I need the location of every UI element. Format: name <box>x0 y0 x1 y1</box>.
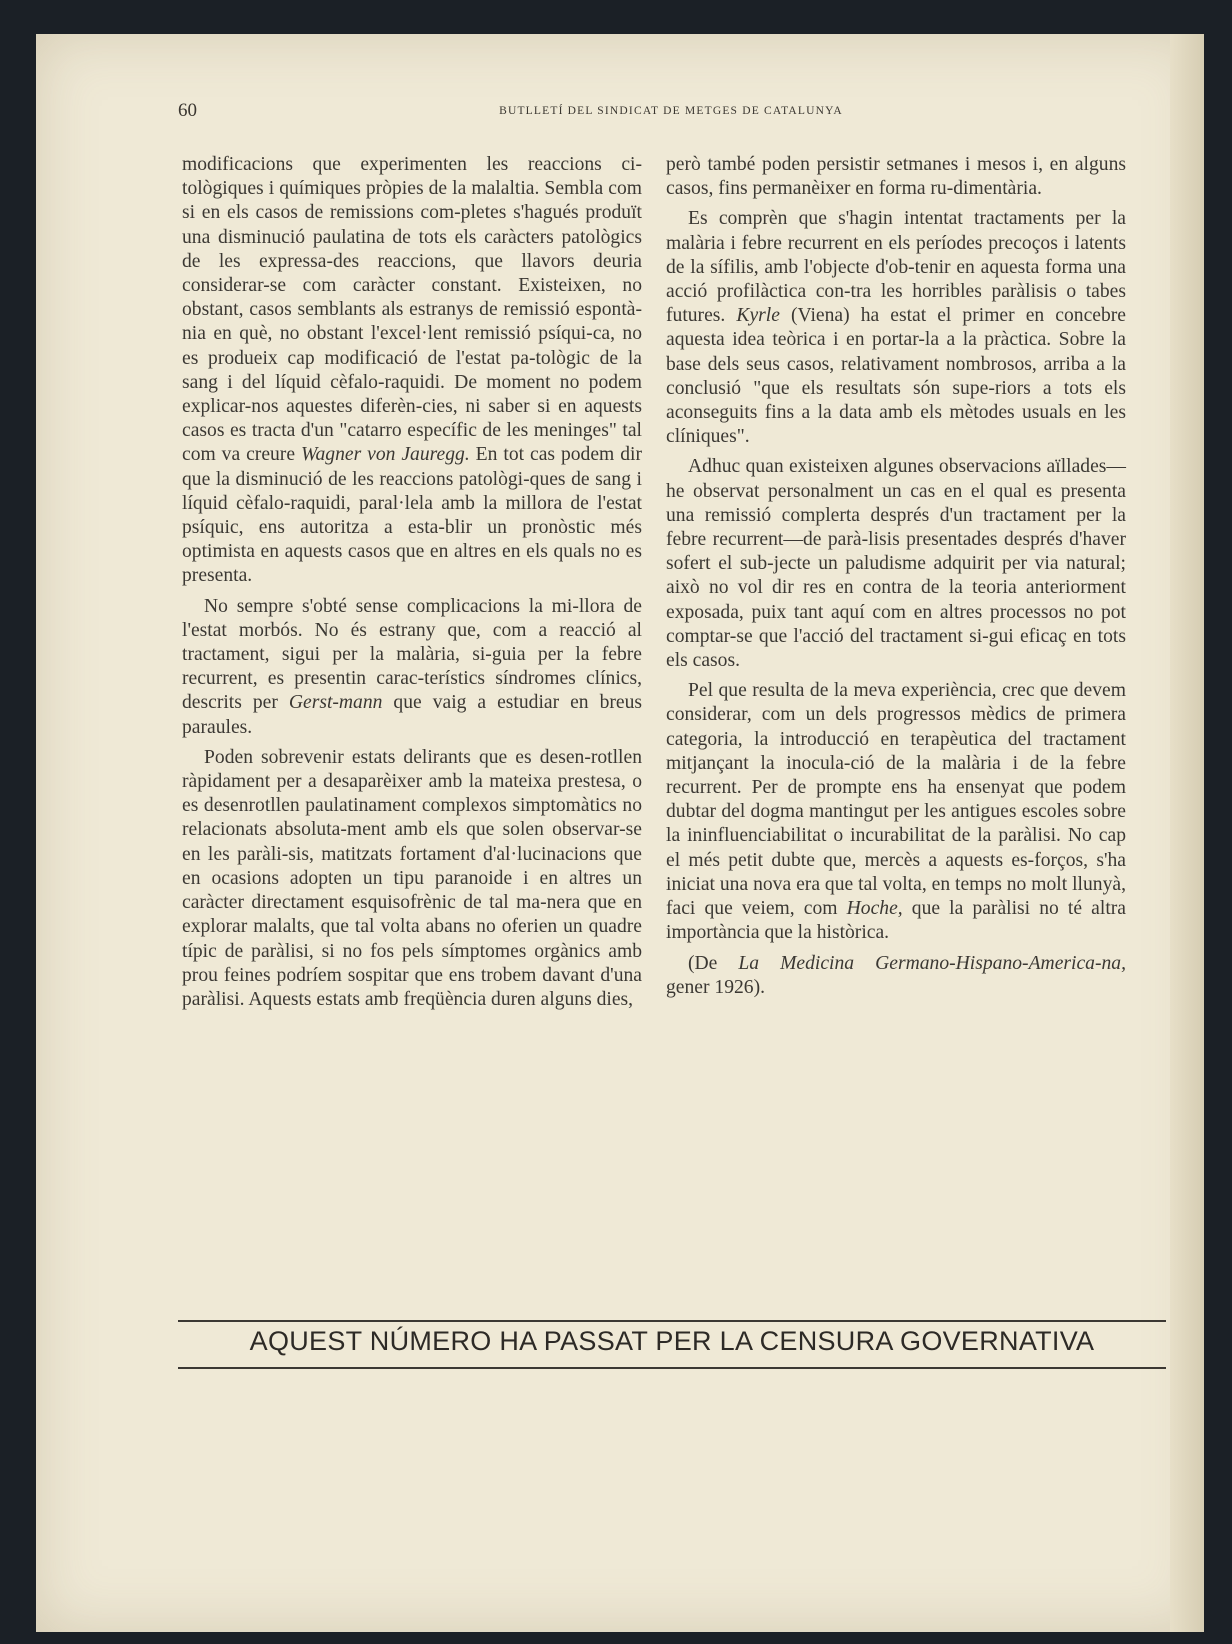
running-title: BUTLLETÍ DEL SINDICAT DE METGES DE CATALUNYA <box>499 105 843 117</box>
paragraph: Adhuc quan existeixen algunes observacions aïllades—he observat personalment un cas en el qual es presenta una remissió complerta després d'un tractament per la febre recurrent—de parà-lisis presentades després d'haver sofert el sub-jecte un paludisme adquirit per via natural; això no vol dir res en contra de la teoria anteriorment exposada, puix tant aquí com en altres processos no pot comptar-se que l'acció del tractament si-gui eficaç en tots els casos. <box>666 456 1126 672</box>
source-citation: (De La Medicina Germano-Hispano-America-na, gener 1926). <box>666 952 1126 998</box>
paragraph: però també poden persistir setmanes i mesos i, en alguns casos, fins permanèixer en forma ru-dimentària. <box>666 154 1126 200</box>
page-number: 60 <box>178 100 197 121</box>
document-page <box>36 34 1204 1632</box>
censorship-notice: AQUEST NÚMERO HA PASSAT PER LA CENSURA GOVERNATIVA <box>249 1326 1095 1356</box>
journal-title: La Medicina Germano-Hispano-America-na, <box>738 952 1126 974</box>
author-name: Kyrle <box>736 305 780 327</box>
author-name: Hoche, <box>846 898 903 920</box>
left-column <box>182 153 642 1012</box>
divider-bottom <box>178 1367 1166 1369</box>
paragraph: modificacions que experimenten les reaccions ci-tològiques i químiques pròpies de la malaltia. Sembla com si en els casos de remissions com-pletes s'hagués produït una disminució paulatina de tots els caràcters patològics de les expressa-des reaccions, que llavors deuria considerar-se com caràcter constant. Existeixen, no obstant, casos semblants als estranys de remissió espontà-nia en què, no obstant l'excel·lent remissió psíqui-ca, no es produeix cap modificació de l'estat pa-tològic de la sang i del líquid cèfalo-raquidi. De moment no podem explicar-nos aquestes diferèn-cies, ni saber si en aquests casos es tracta d'un "catarro específic de les meninges" tal com va creure Wagner von Jauregg. En tot cas podem dir que la disminució de les reaccions patològi-ques de sang i líquid cèfalo-raquidi, paral·lela amb la millora de l'estat psíquic, ens autoritza a esta-blir un pronòstic més optimista en aquests casos que en altres en els quals no es presenta. <box>182 154 642 587</box>
author-name: Wagner von Jauregg. <box>300 444 470 466</box>
page-fold-shadow <box>1170 34 1204 1632</box>
paragraph: Es comprèn que s'hagin intentat tractaments per la malària i febre recurrent en els períodes precoços i latents de la sífilis, amb l'objecte d'ob-tenir en aquesta forma una acció profilàctica con-tra les horribles paràlisis o tabes futures. Kyrle (Viena) ha estat el primer en concebre aquesta idea teòrica i en portar-la a la pràctica. Sobre la base dels seus casos, relativament nombrosos, arriba a la conclusió "que els resultats són supe-riors a tots els aconseguits fins a la data amb els mètodes usuals en les clíniques". <box>666 208 1126 448</box>
right-column <box>666 153 1126 1000</box>
author-name: Gerst-mann <box>288 692 383 714</box>
paragraph: Pel que resulta de la meva experiència, crec que devem considerar, com un dels progressos mèdics de primera categoria, la introducció en terapèutica del tractament mitjançant la inocula-ció de la malària i de la febre recurrent. Per de prompte ens ha ensenyat que podem dubtar del dogma mantingut per les antigues escoles sobre la ininfluenciabilitat o incurabilitat de la paràlisi. No cap el més petit dubte que, mercès a aquests es-forços, s'ha iniciat una nova era que tal volta, en temps no molt llunyà, faci que veiem, com Hoche, que la paràlisi no té altra importància que la històrica. <box>666 680 1126 944</box>
paragraph: No sempre s'obté sense complicacions la mi-llora de l'estat morbós. No és estrany que, com a reacció al tractament, sigui per la malària, si-guia per la febre recurrent, es presentin carac-terístics síndromes clínics, descrits per Gerst-mann que vaig a estudiar en breus paraules. <box>182 595 643 738</box>
divider-top <box>178 1320 1166 1322</box>
paragraph: Poden sobrevenir estats delirants que es desen-rotllen ràpidament per a desaparèixer amb la mateixa prestesa, o es desenrotllen paulatinament complexos simptomàtics no relacionats absoluta-ment amb els que solen observar-se en les paràli-sis, matitzats fortament d'al·lucinacions que en ocasions adopten un tipu paranoide i en altres un caràcter directament esquisofrènic de tal ma-nera que en explorar malalts, que tal volta abans no oferien un quadre típic de paràlisi, si no fos pels símptomes orgànics amb prou feines podríem sospitar que ens trobem davant d'una paràlisi. Aquests estats amb freqüència duren alguns dies, <box>182 746 642 1010</box>
page-header <box>178 100 1164 124</box>
